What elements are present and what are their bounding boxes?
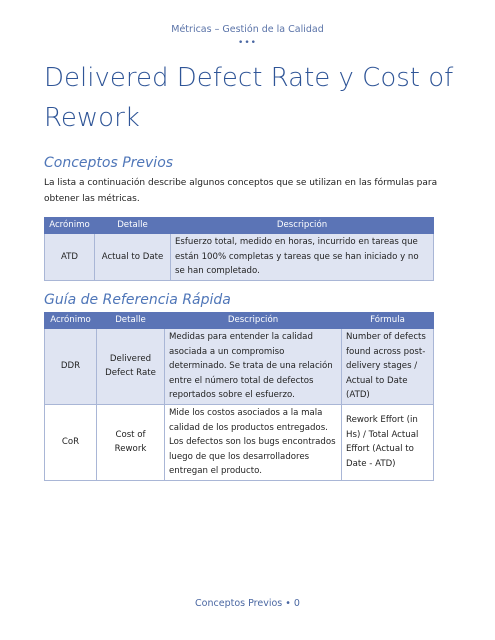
col-header-detalle: Detalle	[95, 218, 171, 234]
cell-formula: Rework Effort (in Hs) / Total Actual Effort (Actual to Date - ATD)	[342, 404, 434, 480]
col-header-formula: Fórmula	[342, 313, 434, 329]
header-dots: •••	[238, 38, 257, 48]
cell-description: Esfuerzo total, medido en horas, incurrido en tareas que están 100% completas y tareas que se han iniciado y no se han completado.	[171, 234, 434, 281]
col-header-detalle: Detalle	[97, 313, 165, 329]
table-row	[45, 234, 434, 281]
cell-acronym: DDR	[45, 329, 97, 405]
running-header: Métricas – Gestión de la Calidad	[171, 24, 324, 35]
cell-detail: Actual to Date	[95, 234, 171, 281]
reference-table	[44, 312, 434, 481]
col-header-descripcion: Descripción	[171, 218, 434, 234]
intro-paragraph: La lista a continuación describe algunos conceptos que se utilizan en las fórmulas para obtener las métricas.	[44, 178, 438, 204]
section-heading-guia: Guía de Referencia Rápida	[44, 292, 231, 308]
section-heading-conceptos: Conceptos Previos	[44, 155, 174, 171]
cell-detail: Cost of Rework	[97, 404, 165, 480]
col-header-acronimo: Acrónimo	[45, 218, 95, 234]
table-row	[45, 329, 434, 405]
cell-detail: Delivered Defect Rate	[97, 329, 165, 405]
concepts-table-header	[45, 218, 434, 234]
cell-formula: Number of defects found across post-delivery stages / Actual to Date (ATD)	[342, 329, 434, 405]
page-title: Delivered Defect Rate y Cost of Rework	[44, 63, 454, 133]
cell-description: Mide los costos asociados a la mala calidad de los productos entregados. Los defectos son los bugs encontrados luego de que los desarrolladores entregan el producto.	[165, 404, 342, 480]
concepts-table	[44, 217, 434, 281]
cell-acronym: ATD	[45, 234, 95, 281]
col-header-acronimo: Acrónimo	[45, 313, 97, 329]
page-footer: Conceptos Previos • 0	[195, 598, 300, 609]
table-row	[45, 404, 434, 480]
col-header-descripcion: Descripción	[165, 313, 342, 329]
reference-table-header	[45, 313, 434, 329]
cell-acronym: CoR	[45, 404, 97, 480]
cell-description: Medidas para entender la calidad asociada a un compromiso determinado. Se trata de una relación entre el número total de defectos reportados sobre el esfuerzo.	[165, 329, 342, 405]
